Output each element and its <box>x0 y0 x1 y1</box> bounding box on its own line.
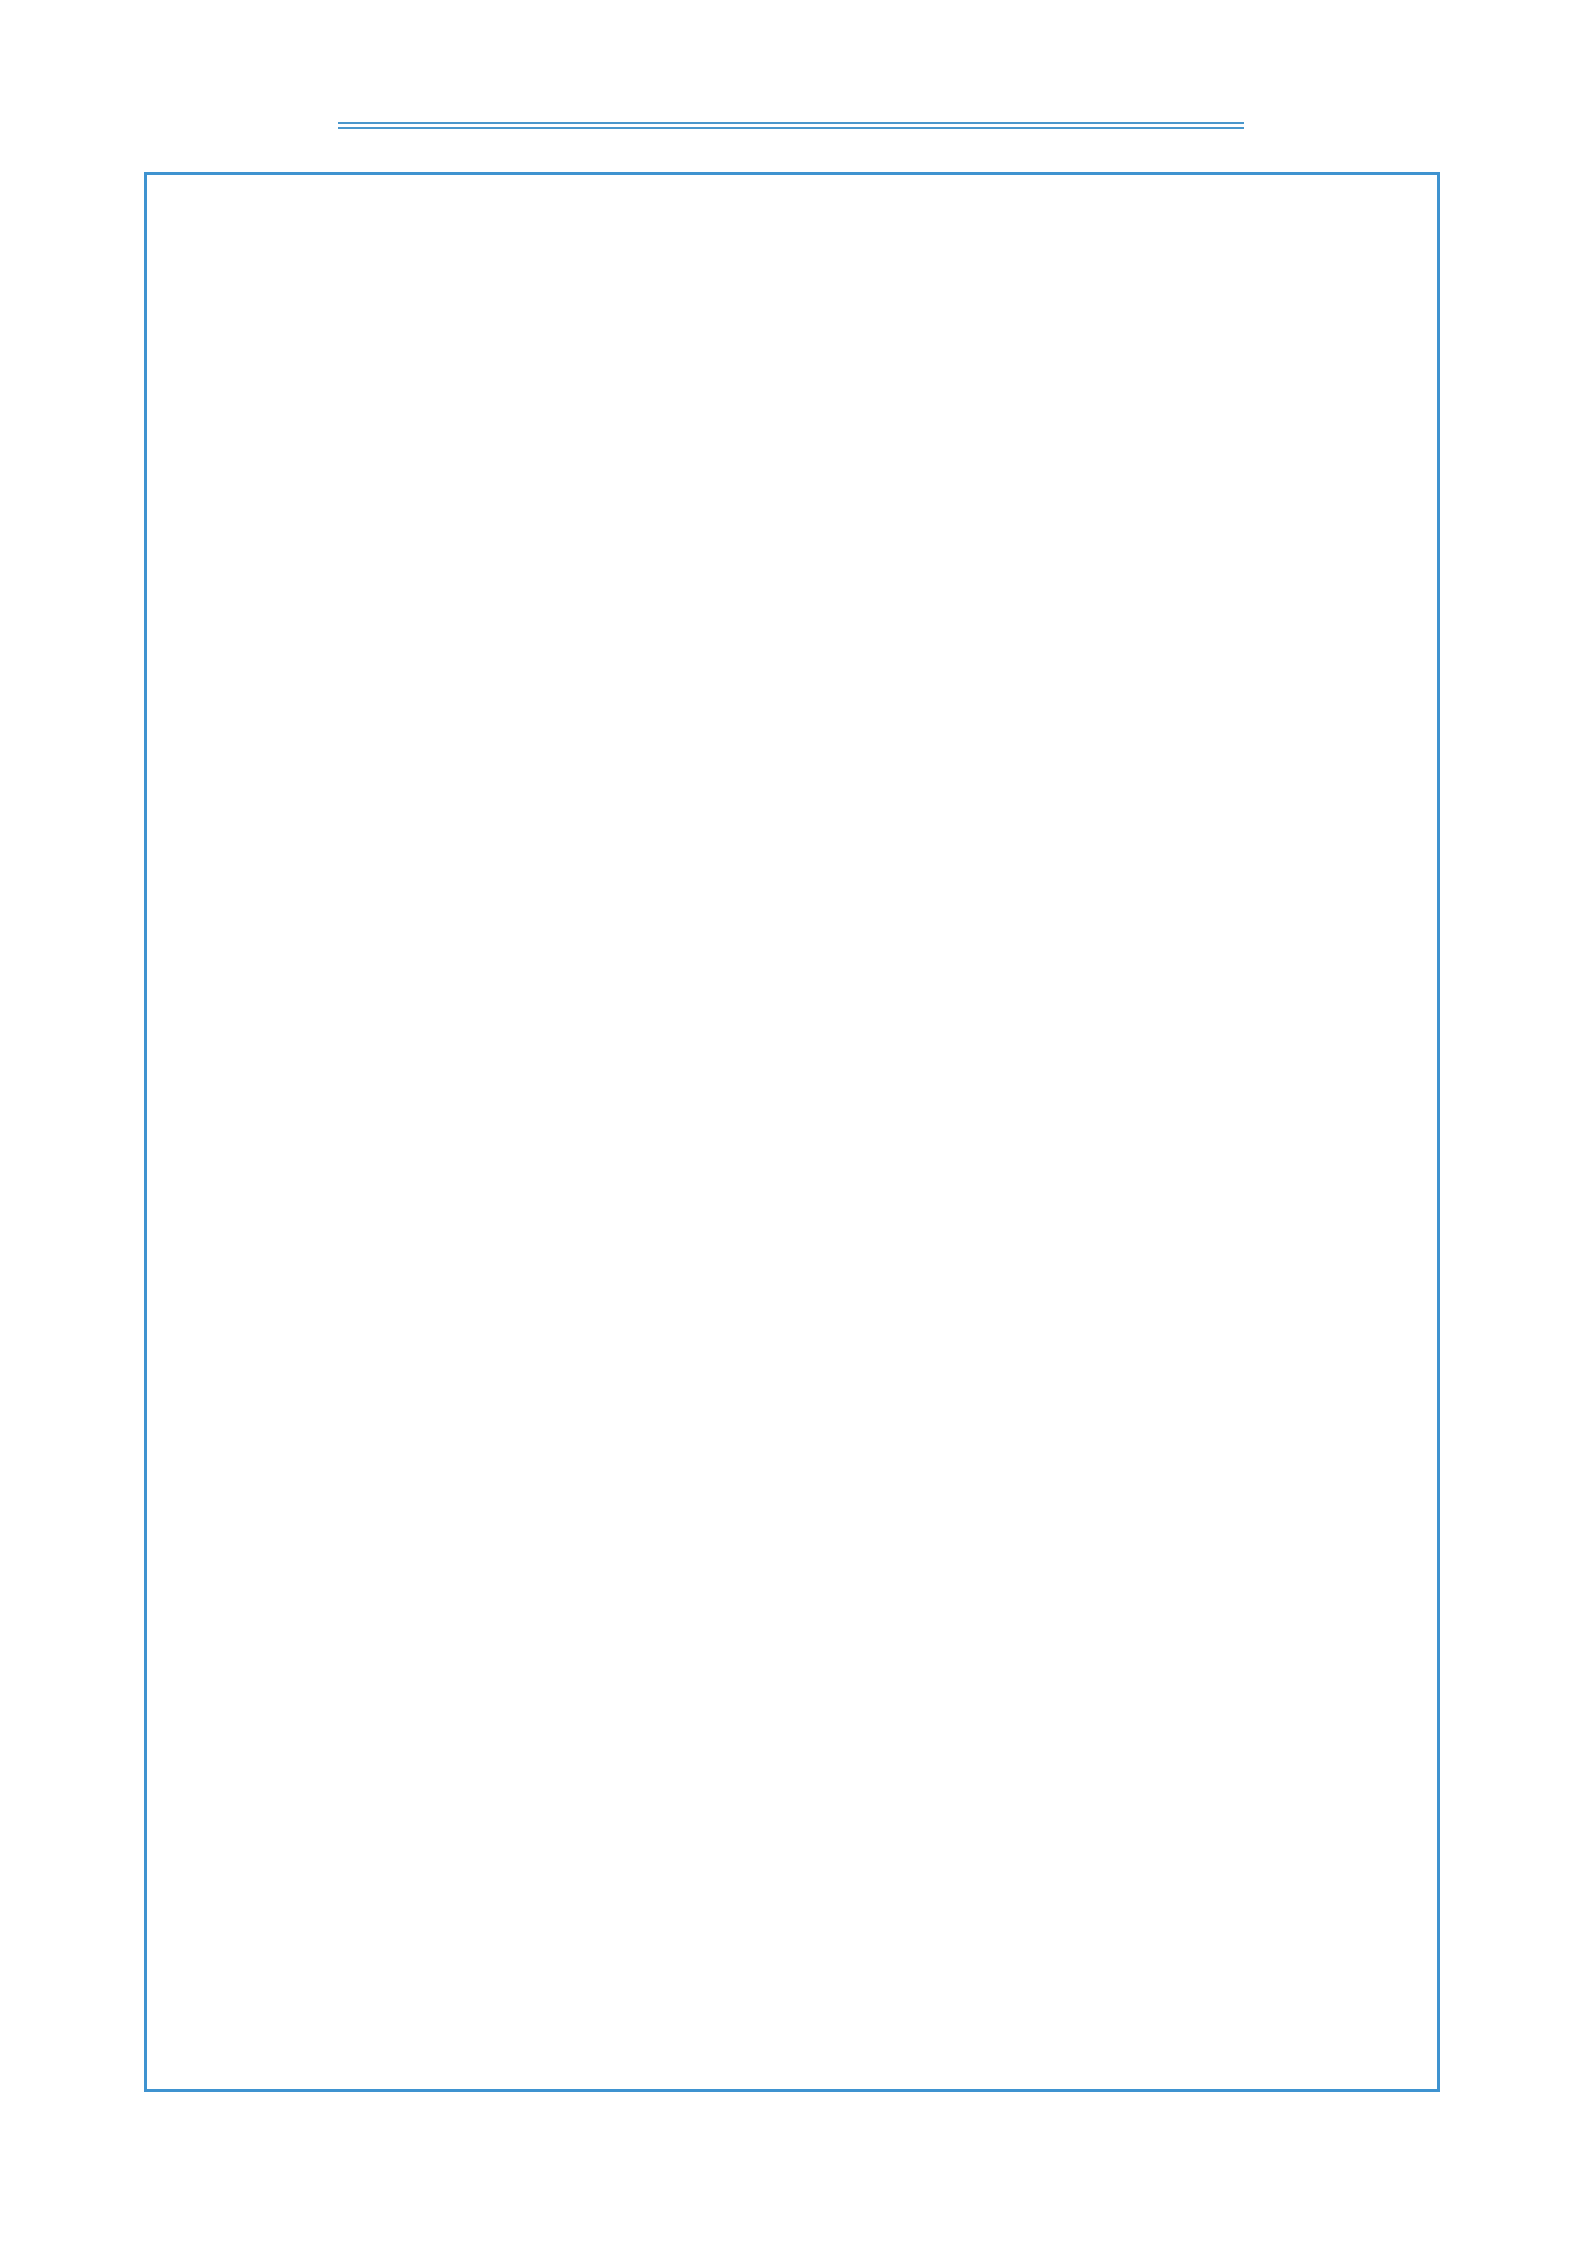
worksheet-frame <box>144 172 1440 2092</box>
character-block-sheng <box>163 189 1429 1044</box>
character-block-zi <box>163 1211 1429 2066</box>
title-rule-bottom <box>338 127 1244 129</box>
title-rule-top <box>338 122 1244 124</box>
